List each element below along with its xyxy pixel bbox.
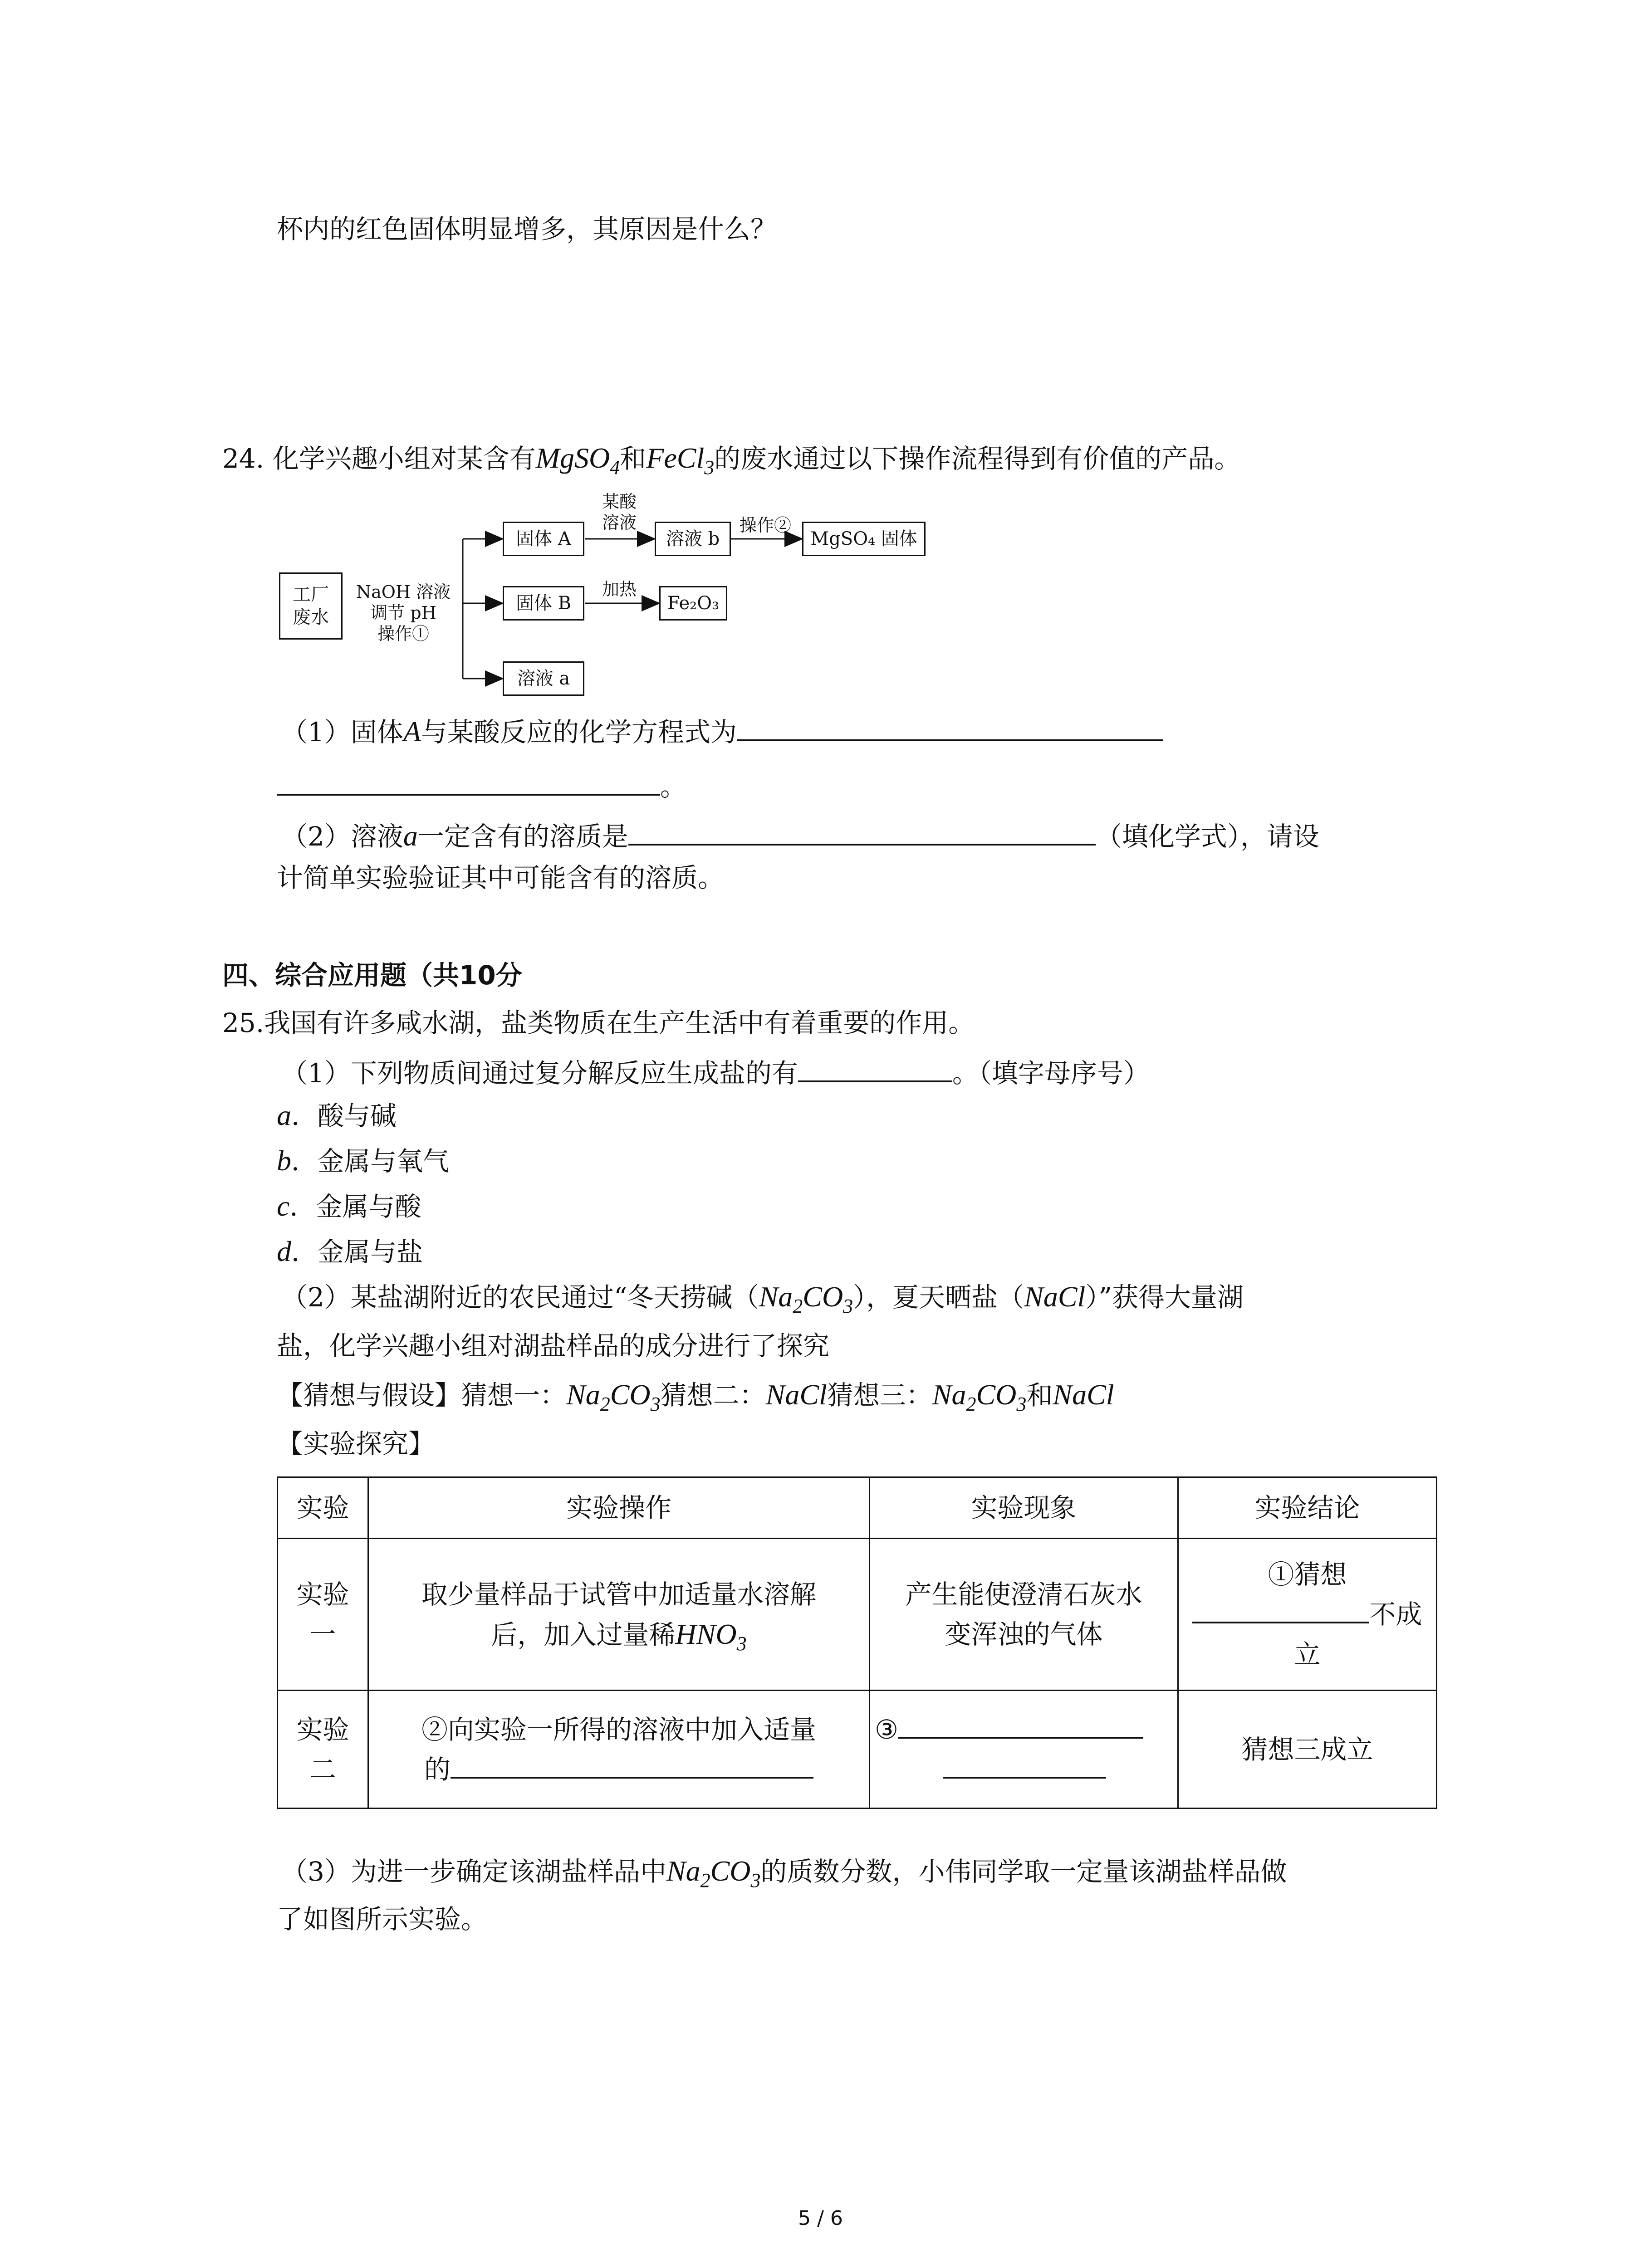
table-header: 实验	[278, 1477, 368, 1539]
formula-nacl: NaCl	[1024, 1281, 1086, 1313]
table-cell: ①猜想 不成 立	[1178, 1539, 1437, 1691]
q25-stem: 25.我国有许多咸水湖，盐类物质在生产生活中有着重要的作用。	[222, 1007, 975, 1038]
section-heading: 四、综合应用题（共10分	[222, 960, 522, 991]
answer-blank-phenomenon-1[interactable]	[898, 1711, 1143, 1739]
answer-blank-equation-2[interactable]	[277, 767, 660, 796]
table-header-row	[278, 1477, 1437, 1539]
flow-solid-a-box: 固体 A	[503, 522, 584, 556]
formula-fecl3: FeCl$_3$	[646, 442, 715, 479]
flow-solution-b-box: 溶液 b	[655, 522, 731, 556]
q24-part1-cont: 。	[277, 767, 686, 802]
flow-op2-label: 操作②	[739, 515, 791, 535]
table-cell: 产生能使澄清石灰水 变浑浊的气体	[870, 1539, 1178, 1691]
q25-part2: （2）某盐湖附近的农民通过“冬天捞碱$(Na_2CO_3)$，夏天晒盐（NaCl）”获得大量湖	[281, 1281, 1244, 1317]
flowchart-arrows	[0, 0, 1641, 726]
table-cell: ②向实验一所得的溶液中加入适量 的	[368, 1691, 870, 1809]
var-a-lower: a	[403, 820, 418, 852]
q25-option-d: d．金属与盐	[277, 1235, 423, 1267]
table-cell: 实验 二	[278, 1691, 368, 1809]
flow-heat-label: 加热	[602, 579, 637, 599]
q24-part2: （2）溶液a一定含有的溶质是 （填化学式），请设	[281, 816, 1319, 852]
table-cell: 实验 一	[278, 1539, 368, 1691]
q24-text-a: 化学兴趣小组对某含有	[272, 443, 536, 474]
q25-part1: （1）下列物质间通过复分解反应生成盐的有 。（填字母序号）	[281, 1053, 1150, 1089]
answer-blank-letters[interactable]	[798, 1053, 952, 1082]
table-row	[278, 1539, 1437, 1691]
q24-part2-line2: 计简单实验验证其中可能含有的溶质。	[277, 862, 725, 893]
table-header: 实验现象	[870, 1477, 1178, 1539]
table-header: 实验结论	[1178, 1477, 1437, 1539]
flow-mgso4-box: MgSO₄ 固体	[802, 522, 926, 556]
table-cell: ③	[870, 1691, 1178, 1809]
answer-blank-solute[interactable]	[628, 816, 1096, 846]
continued-question-line: 杯内的红色固体明显增多，其原因是什么？	[277, 214, 777, 244]
formula-na2co3: $Na_2CO_3$	[759, 1281, 853, 1317]
table-cell: 取少量样品于试管中加适量水溶解 后，加入过量稀$HNO_3$	[368, 1539, 870, 1691]
experiment-table	[277, 1476, 1437, 1809]
q24-and: 和	[620, 443, 647, 474]
q25-part3: （3）为进一步确定该湖盐样品中$Na_2CO_3$的质数分数，小伟同学取一定量该湖盐样品做	[281, 1855, 1287, 1892]
table-row	[278, 1691, 1437, 1809]
q24-text-b: 的废水通过以下操作流程得到有价值的产品。	[714, 443, 1241, 474]
flow-source-box: 工厂 废水	[279, 572, 343, 640]
answer-blank-phenomenon-2[interactable]	[943, 1751, 1106, 1779]
q25-part3-line2: 了如图所示实验。	[277, 1904, 488, 1935]
flow-solution-a-box: 溶液 a	[503, 661, 584, 696]
q25-option-c: c．金属与酸	[277, 1190, 421, 1222]
var-a-upper: A	[403, 715, 421, 748]
answer-blank-reagent[interactable]	[451, 1751, 813, 1779]
flow-step1-label: NaOH 溶液 调节 pH 操作①	[356, 582, 451, 644]
answer-blank-equation-1[interactable]	[737, 712, 1163, 741]
q25-option-b: b．金属与氧气	[277, 1144, 450, 1177]
flow-acid-label: 某酸 溶液	[602, 492, 637, 533]
explore-label: 【实验探究】	[277, 1428, 435, 1459]
q25-option-a: a．酸与碱	[277, 1099, 397, 1131]
q25-part2-line2: 盐，化学兴趣小组对湖盐样品的成分进行了探究	[277, 1330, 830, 1361]
answer-blank-hypothesis[interactable]	[1192, 1596, 1369, 1623]
table-cell: 猜想三成立	[1178, 1691, 1437, 1809]
formula-mgso4: MgSO$_4$	[535, 442, 620, 479]
q24-number: 24.	[222, 443, 265, 474]
flow-solid-b-box: 固体 B	[503, 586, 584, 621]
q24-part1: （1）固体A与某酸反应的化学方程式为	[281, 712, 1163, 748]
hypothesis-line: 【猜想与假设】猜想一：$Na_2CO_3$猜想二：NaCl猜想三：$Na_2CO_3$和NaCl	[277, 1378, 1114, 1415]
page-number: 5 / 6	[798, 2207, 843, 2230]
flow-fe2o3-box: Fe₂O₃	[659, 586, 727, 621]
table-header: 实验操作	[368, 1477, 870, 1539]
